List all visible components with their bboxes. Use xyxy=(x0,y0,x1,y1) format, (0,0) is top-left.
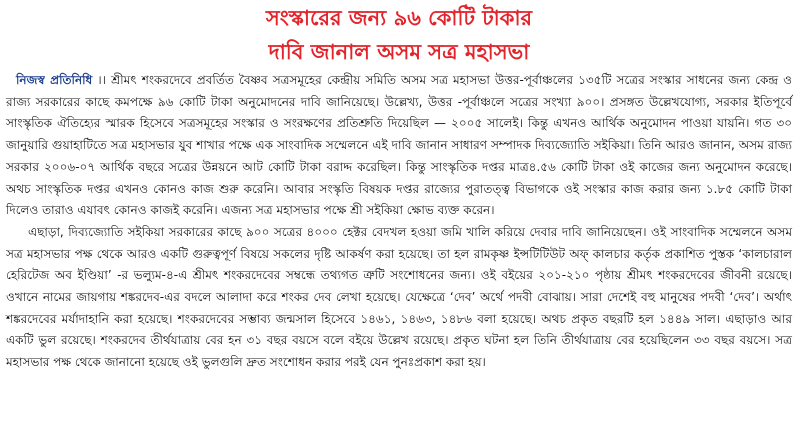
article-paragraph-2 xyxy=(6,222,792,374)
paragraph-2-text: এছাড়া, দিব্যজ্যোতি সইকিয়া সরকারের কাছে ৯০০ সত্রের ৪০০০ হেক্টর বেদখল হওয়া জমি খালি করিয়ে দেবার দাবি জানিয়েছেন। ওই সাংবাদিক সম্মেলনে অসম সত্র মহাসভার পক্ষ থেকে আরও একটি গুরুত্বপূর্ণ বিষয়ে সকলের দৃষ্টি আকর্ষণ করা হয়েছে। তা হল রামকৃষ্ণ ইন্সটিটিউট অফ্ কালচার কর্তৃক প্রকাশিত পুস্তক ‘কালচারাল হেরিটেজ অব ইণ্ডিয়া’ -র ভল্যুম-৪-এ শ্রীমৎ শংকরদেবের সম্বন্ধে তথ্যগত ত্রুটি সংশোধনের জন্য। ওই বইয়ের ২০১-২১০ পৃষ্ঠায় শ্রীমৎ শংকরদেবের জীবনী রয়েছে। ওখানে নামের জায়গায় শঙ্করদেব-এর বদলে আলাদা করে শংকর দেব লেখা হয়েছে। যেক্ষেত্রে ‘দেব’ অর্থে পদবী বোঝায়। সারা দেশেই বহু মানুষের পদবী ‘দেব’। অর্থাৎ শঙ্করদেবের মর্যাদাহানি করা হয়েছে। শংকরদেবের সম্ভাব্য জন্মসাল হিসেবে ১৪৬১, ১৪৬৩, ১৪৮৬ বলা হয়েছে। অথচ প্রকৃত বছরটি হল ১৪৪৯ সাল। এছাড়াও আর একটি ভুল রয়েছে। শংকরদেব তীর্থযাত্রায় বের হন ৩১ বছর বয়সে বলে বইয়ে উল্লেখ রয়েছে। প্রকৃত ঘটনা হল তিনি তীর্থযাত্রায় বের হয়েছিলেন ৩৩ বছর বয়সে। সত্র মহাসভার পক্ষ থেকে জানানো হয়েছে ওই ভুলগুলি দ্রুত সংশোধন করার পরই যেন পুনঃপ্রকাশ করা হয়। xyxy=(6,224,792,370)
headline-line-1: সংস্কারের জন্য ৯৬ কোটি টাকার xyxy=(265,6,533,30)
headline-line-2: দাবি জানাল অসম সত্র মহাসভা xyxy=(268,40,530,64)
byline-separator: ।। xyxy=(92,73,112,87)
article-body xyxy=(6,70,792,374)
paragraph-1-text: শ্রীমৎ শংকরদেবে প্রবর্তিত বৈষ্ণব সত্রসমূহের কেন্দ্রীয় সমিতি অসম সত্র মহাসভা উত্তর-পূর্বাঞ্চলের ১৩৫টি সত্রের সংস্কার সাধনের জন্য কেন্দ্র ও রাজ্য সরকারের কাছে কমপক্ষে ৯৬ কোটি টাকা অনুমোদনের দাবি জানিয়েছে। উল্লেখ্য, উত্তর -পূর্বাঞ্চলে সত্রের সংখ্যা ৯০০। প্রসঙ্গত উল্লেখযোগ্য, সরকার ইতিপূর্বে সাংস্কৃতিক ঐতিহ্যের স্মারক হিসেবে সত্রসমূহের সংস্কার ও সংরক্ষণের প্রতিশ্রুতি দিয়েছিল — ২০০৫ সালেই। কিন্তু এখনও আর্থিক অনুমোদন পাওয়া যায়নি। গত ৩০ জানুয়ারি গুয়াহাটিতে সত্র মহাসভার যুব শাখার পক্ষে এক সাংবাদিক সম্মেলনে এই দাবি জানান সাধারণ সম্পাদক দিব্যজ্যোতি সইকিয়া। তিনি আরও জানান, অসম রাজ্য সরকার ২০০৬-০৭ আর্থিক বছরে সত্রের উন্নয়নে আট কোটি টাকা বরাদ্দ করেছিল। কিন্তু সাংস্কৃতিক দপ্তর মাত্র৪.৫৬ কোটি টাকা ওই কাজের জন্য অনুমোদন করেছে। অথচ সাংস্কৃতিক দপ্তর এখনও কোনও কাজ শুরু করেনি। আবার সংস্কৃতি বিষয়ক দপ্তর রাজ্যের পুরাতত্ত্ব বিভাগকে ওই সংস্কার কাজ করার জন্য ১.৮৫ কোটি টাকা দিলেও তারাও এযাবৎ কোনও কাজই করেনি। এজন্য সত্র মহাসভার পক্ষে শ্রী সইকিয়া ক্ষোভ ব্যক্ত করেন। xyxy=(6,73,792,218)
article-paragraph-1 xyxy=(6,70,792,222)
byline: নিজস্ব প্রতিনিধি xyxy=(16,73,93,87)
